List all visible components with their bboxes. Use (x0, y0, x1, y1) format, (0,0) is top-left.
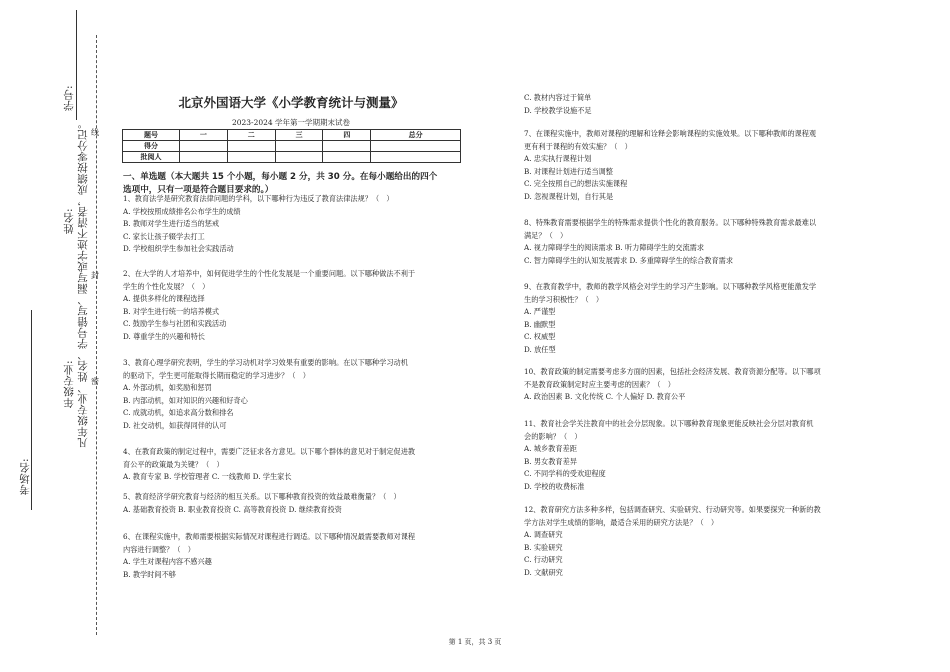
answer-option[interactable]: B. 对学生进行统一的培养模式 (123, 306, 220, 316)
question-stem: 生的学习积极性？（ ） (524, 294, 604, 304)
section-heading-line: 一、单选题（本大题共 15 个小题，每小题 2 分，共 30 分。在每小题给出的四个 (123, 172, 438, 182)
answer-option[interactable]: C. 权威型 (524, 332, 556, 342)
score-cell[interactable] (371, 141, 461, 152)
answer-option[interactable]: B. 幽默型 (524, 319, 556, 329)
question-stem: 学方法对学生成绩的影响，最适合采用的研究方法是？（ ） (524, 517, 719, 527)
answer-option[interactable]: B. 教学时间不够 (123, 569, 176, 579)
student-id-label: 学号: (63, 85, 75, 112)
answer-option[interactable]: A. 视力障碍学生的阅读需求 B. 听力障碍学生的交流需求 (524, 243, 705, 253)
question-block (123, 446, 468, 484)
question-block (524, 366, 869, 404)
answer-option[interactable]: B. 男女教育差异 (524, 456, 577, 466)
answer-option[interactable]: D. 社交动机，如获得同伴的认可 (123, 420, 227, 430)
binding-line-right (76, 10, 77, 120)
question-stem: 会的影响？（ ） (524, 431, 582, 441)
question-block (524, 217, 869, 267)
score-cell[interactable] (275, 141, 323, 152)
answer-option[interactable]: C. 教材内容过于简单 (524, 93, 592, 102)
answer-option[interactable]: A. 严谨型 (524, 307, 556, 317)
score-cell[interactable] (227, 152, 275, 163)
question-stem: 12、教育研究方法多种多样，包括调查研究、实验研究、行动研究等。如果要探究一种新的教 (524, 505, 821, 514)
answer-option[interactable]: B. 对课程计划进行适当调整 (524, 166, 613, 176)
score-cell[interactable] (323, 141, 371, 152)
score-table-row (123, 141, 461, 152)
question-stem: 学生的个性化发展？（ ） (123, 281, 210, 291)
question-stem: 育公平的政策最为关键？（ ） (123, 459, 224, 469)
score-row-label: 得分 (123, 141, 180, 152)
question-stem: 1、教育法学是研究教育法律问题的学科，以下哪种行为违反了教育法律法规？（ ） (123, 194, 394, 203)
question-block (524, 418, 869, 494)
question-stem: 10、教育政策的制定需要考虑多方面的因素，包括社会经济发展、教育资源分配等。以下哪项 (524, 367, 821, 376)
answer-option[interactable]: A. 学生对课程内容不感兴趣 (123, 557, 212, 567)
question-stem: 6、在课程实施中，教师需要根据实际情况对课程进行调适。以下哪种情况最需要教师对课程 (123, 532, 416, 541)
seal-mark-seal: 封 (91, 271, 99, 280)
question-block (123, 491, 468, 516)
seal-mark-line: 线 (91, 128, 99, 137)
binding-dash-line (96, 35, 97, 635)
score-header-cell: 四 (323, 130, 371, 141)
question-stem: 内容进行调整？（ ） (123, 544, 195, 554)
answer-option[interactable]: A. 城乡教育差距 (524, 444, 577, 454)
answer-option[interactable]: A. 教育专家 B. 学校管理者 C. 一线教师 D. 学生家长 (123, 472, 292, 482)
question-block (123, 357, 468, 433)
question-block (524, 504, 869, 580)
question-stem: 5、教育经济学研究教育与经济的相互关系。以下哪种教育投资的效益最难衡量？（ ） (123, 492, 401, 501)
answer-option[interactable]: A. 提供多样化的课程选择 (123, 294, 205, 304)
answer-option[interactable]: B. 教师对学生进行适当的惩戒 (123, 219, 220, 229)
question-stem: 9、在教育教学中，教师的教学风格会对学生的学习产生影响。以下哪种教学风格更能激发学 (524, 282, 817, 291)
answer-option[interactable]: D. 文献研究 (524, 567, 563, 577)
question-stem: 8、特殊教育需要根据学生的特殊需求提供个性化的教育服务。以下哪种特殊教育需求最难以 (524, 218, 817, 227)
answer-option[interactable]: D. 忽视课程计划，自行其是 (524, 191, 614, 201)
answer-option[interactable]: A. 基础教育投资 B. 职业教育投资 C. 高等教育投资 D. 继续教育投资 (123, 504, 342, 514)
exam-subtitle: 2023-2024 学年第一学期期末试卷 (231, 118, 351, 127)
answer-option[interactable]: D. 学校组织学生参加社会实践活动 (123, 244, 234, 254)
exam-site-label: 考场名: (19, 458, 31, 496)
answer-option[interactable]: D. 尊重学生的兴趣和特长 (123, 331, 205, 341)
question-block (524, 92, 869, 117)
section-heading-line: 选项中，只有一项是符合题目要求的。） (123, 185, 274, 195)
score-header-cell: 二 (227, 130, 275, 141)
score-row-label: 批阅人 (123, 152, 180, 163)
score-cell[interactable] (180, 141, 228, 152)
score-cell[interactable] (371, 152, 461, 163)
exam-title: 北京外国语大学《小学教育统计与测量》 (178, 95, 404, 110)
score-header-cell: 三 (275, 130, 323, 141)
question-block (123, 268, 468, 344)
answer-option[interactable]: A. 政治因素 B. 文化传统 C. 个人偏好 D. 教育公平 (524, 392, 686, 402)
score-table-header-row (123, 130, 461, 141)
answer-option[interactable]: D. 放任型 (524, 344, 556, 354)
question-stem: 的驱动下，学生更可能取得长期而稳定的学习进步？（ ） (123, 370, 310, 380)
question-stem: 4、在教育政策的制定过程中，需要广泛征求各方意见。以下哪个群体的意见对于制定促进教 (123, 447, 416, 456)
major-label: 年级专业: (63, 360, 75, 409)
question-stem: 满足？（ ） (524, 230, 568, 240)
answer-option[interactable]: C. 不同学科的受欢迎程度 (524, 469, 606, 479)
score-table (122, 129, 461, 163)
answer-option[interactable]: A. 调查研究 (524, 530, 563, 540)
answer-option[interactable]: C. 鼓励学生参与社团和实践活动 (123, 319, 227, 329)
page-footer: 第 1 页，共 3 页 (448, 638, 502, 646)
score-header-cell: 一 (180, 130, 228, 141)
name-label: 姓名: (63, 208, 75, 235)
binding-notice: 凡年级专业、姓名、学号错写、漏写或字迹不清者，成绩按零分记。 (77, 118, 89, 448)
question-stem: 11、教育社会学关注教育中的社会分层现象。以下哪种教育现象更能反映社会分层对教育机 (524, 419, 814, 428)
answer-option[interactable]: C. 成就动机，如追求高分数和排名 (123, 408, 234, 418)
answer-option[interactable]: A. 忠实执行课程计划 (524, 154, 592, 164)
question-stem: 2、在大学的人才培养中，如何促进学生的个性化发展是一个重要问题。以下哪种做法不利于 (123, 269, 416, 278)
answer-option[interactable]: D. 学校教学设施不足 (524, 105, 592, 115)
score-header-cell: 总分 (371, 130, 461, 141)
score-table-row (123, 152, 461, 163)
answer-option[interactable]: C. 完全按照自己的想法实施课程 (524, 179, 628, 189)
score-cell[interactable] (275, 152, 323, 163)
question-block (123, 193, 468, 256)
question-stem: 不是教育政策制定时应主要考虑的因素？（ ） (524, 379, 675, 389)
question-stem: 更有利于课程的有效实施？（ ） (524, 141, 632, 151)
answer-option[interactable]: A. 学校按照成绩排名公布学生的成绩 (123, 206, 241, 216)
score-cell[interactable] (180, 152, 228, 163)
score-cell[interactable] (227, 141, 275, 152)
binding-line-left (31, 310, 32, 510)
answer-option[interactable]: C. 家长让孩子辍学去打工 (123, 231, 205, 241)
answer-option[interactable]: B. 实验研究 (524, 542, 563, 552)
answer-option[interactable]: C. 智力障碍学生的认知发展需求 D. 多重障碍学生的综合教育需求 (524, 255, 734, 265)
question-block (123, 531, 468, 581)
answer-option[interactable]: B. 内部动机，如对知识的兴趣和好奇心 (123, 395, 248, 405)
answer-option[interactable]: A. 外部动机，如奖励和惩罚 (123, 383, 212, 393)
seal-mark-secret: 密 (91, 377, 99, 386)
score-cell[interactable] (323, 152, 371, 163)
score-header-cell: 题号 (123, 130, 180, 141)
answer-option[interactable]: D. 学校的收费标准 (524, 481, 585, 491)
question-block (524, 281, 869, 357)
answer-option[interactable]: C. 行动研究 (524, 555, 563, 565)
question-stem: 7、在课程实施中，教师对课程的理解和诠释会影响课程的实施效果。以下哪种教师的课程观 (524, 129, 817, 138)
question-block (524, 128, 869, 204)
question-stem: 3、教育心理学研究表明，学生的学习动机对学习效果有重要的影响。在以下哪种学习动机 (123, 358, 408, 367)
